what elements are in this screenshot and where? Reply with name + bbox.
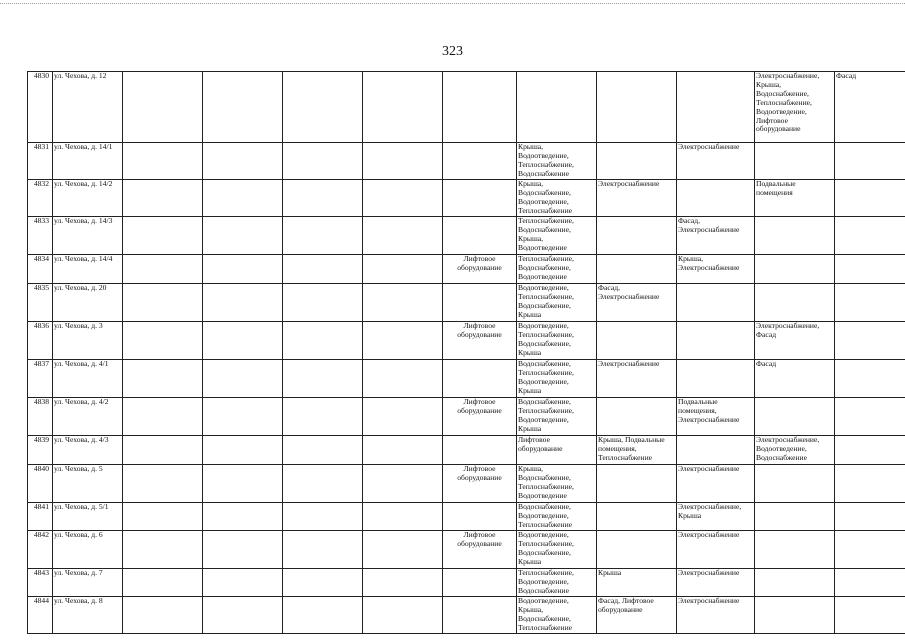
- works-cell: Лифтовое оборудование: [443, 322, 517, 360]
- works-cell: [677, 284, 755, 322]
- table-row: [28, 217, 905, 255]
- works-cell: [755, 284, 835, 322]
- table-row: [28, 180, 905, 217]
- address-cell: ул. Чехова, д. 6: [53, 531, 123, 569]
- row-number-cell: 4833: [28, 217, 53, 255]
- empty-cell: [203, 503, 283, 531]
- address-cell: ул. Чехова, д. 14/1: [53, 143, 123, 180]
- row-number-cell: 4831: [28, 143, 53, 180]
- works-cell: [443, 284, 517, 322]
- works-cell: Фасад, Лифтовое оборудование: [597, 597, 677, 634]
- row-number-cell: 4843: [28, 569, 53, 597]
- works-cell: [835, 255, 905, 284]
- works-cell: Электроснабжение: [597, 360, 677, 398]
- works-cell: [443, 180, 517, 217]
- works-cell: [835, 465, 905, 503]
- works-cell: [677, 180, 755, 217]
- empty-cell: [283, 322, 363, 360]
- works-cell: Крыша: [597, 569, 677, 597]
- works-cell: [755, 465, 835, 503]
- works-cell: Крыша, Водоотведение, Теплоснабжение, Водоснабжение: [517, 143, 597, 180]
- scan-artifact-line: [0, 3, 905, 4]
- works-cell: Электроснабжение: [677, 143, 755, 180]
- page-number: 323: [442, 44, 463, 59]
- works-cell: [597, 531, 677, 569]
- empty-cell: [283, 72, 363, 143]
- row-number-cell: 4842: [28, 531, 53, 569]
- works-cell: [597, 255, 677, 284]
- address-cell: ул. Чехова, д. 3: [53, 322, 123, 360]
- table-row: [28, 255, 905, 284]
- empty-cell: [283, 180, 363, 217]
- empty-cell: [363, 436, 443, 465]
- works-cell: Лифтовое оборудование: [443, 398, 517, 436]
- works-cell: [835, 284, 905, 322]
- empty-cell: [283, 597, 363, 634]
- empty-cell: [123, 465, 203, 503]
- works-cell: Лифтовое оборудование: [443, 255, 517, 284]
- row-number-cell: 4836: [28, 322, 53, 360]
- empty-cell: [123, 322, 203, 360]
- empty-cell: [363, 322, 443, 360]
- works-cell: [677, 322, 755, 360]
- works-cell: [835, 180, 905, 217]
- empty-cell: [283, 360, 363, 398]
- address-cell: ул. Чехова, д. 14/3: [53, 217, 123, 255]
- works-cell: [597, 465, 677, 503]
- empty-cell: [363, 597, 443, 634]
- works-cell: Фасад: [835, 72, 905, 143]
- works-cell: Электроснабжение: [677, 465, 755, 503]
- works-cell: [755, 531, 835, 569]
- works-cell: Теплоснабжение, Водоотведение, Водоснабжение: [517, 569, 597, 597]
- works-cell: [443, 436, 517, 465]
- address-cell: ул. Чехова, д. 7: [53, 569, 123, 597]
- works-cell: Водоснабжение, Теплоснабжение, Водоотведение, Крыша: [517, 360, 597, 398]
- empty-cell: [363, 72, 443, 143]
- empty-cell: [203, 217, 283, 255]
- empty-cell: [123, 597, 203, 634]
- address-cell: ул. Чехова, д. 5/1: [53, 503, 123, 531]
- works-cell: [755, 569, 835, 597]
- table-row: [28, 322, 905, 360]
- works-cell: Водоотведение, Крыша, Водоснабжение, Теплоснабжение: [517, 597, 597, 634]
- works-cell: Лифтовое оборудование: [517, 436, 597, 465]
- empty-cell: [123, 255, 203, 284]
- table-row: [28, 465, 905, 503]
- works-cell: Крыша, Водоснабжение, Теплоснабжение, Водоотведение: [517, 465, 597, 503]
- works-cell: [835, 436, 905, 465]
- works-cell: [755, 217, 835, 255]
- works-cell: Фасад: [755, 360, 835, 398]
- table-row: [28, 597, 905, 634]
- works-cell: [755, 255, 835, 284]
- address-cell: ул. Чехова, д. 8: [53, 597, 123, 634]
- works-cell: [443, 72, 517, 143]
- table-row: [28, 569, 905, 597]
- works-cell: [835, 531, 905, 569]
- works-cell: Теплоснабжение, Водоснабжение, Крыша, Водоотведение: [517, 217, 597, 255]
- empty-cell: [123, 436, 203, 465]
- empty-cell: [203, 569, 283, 597]
- empty-cell: [123, 180, 203, 217]
- row-number-cell: 4844: [28, 597, 53, 634]
- address-cell: ул. Чехова, д. 20: [53, 284, 123, 322]
- works-cell: Крыша, Электроснабжение: [677, 255, 755, 284]
- row-number-cell: 4841: [28, 503, 53, 531]
- works-cell: Крыша, Водоснабжение, Водоотведение, Теплоснабжение: [517, 180, 597, 217]
- works-cell: [835, 503, 905, 531]
- table-row: [28, 284, 905, 322]
- row-number-cell: 4840: [28, 465, 53, 503]
- works-cell: Электроснабжение: [677, 597, 755, 634]
- empty-cell: [203, 436, 283, 465]
- empty-cell: [123, 531, 203, 569]
- row-number-cell: 4839: [28, 436, 53, 465]
- works-cell: [443, 597, 517, 634]
- works-cell: Лифтовое оборудование: [443, 531, 517, 569]
- address-cell: ул. Чехова, д. 4/3: [53, 436, 123, 465]
- works-cell: [835, 360, 905, 398]
- empty-cell: [203, 465, 283, 503]
- row-number-cell: 4830: [28, 72, 53, 143]
- empty-cell: [203, 143, 283, 180]
- empty-cell: [283, 284, 363, 322]
- works-cell: Электроснабжение, Фасад: [755, 322, 835, 360]
- empty-cell: [203, 284, 283, 322]
- works-cell: [835, 217, 905, 255]
- works-cell: Подвальные помещения: [755, 180, 835, 217]
- works-cell: Лифтовое оборудование: [443, 465, 517, 503]
- works-cell: [597, 398, 677, 436]
- works-cell: Электроснабжение: [597, 180, 677, 217]
- empty-cell: [363, 360, 443, 398]
- empty-cell: [203, 398, 283, 436]
- empty-cell: [123, 284, 203, 322]
- works-cell: [835, 597, 905, 634]
- works-cell: [677, 72, 755, 143]
- works-cell: [755, 503, 835, 531]
- empty-cell: [123, 398, 203, 436]
- works-cell: [443, 503, 517, 531]
- empty-cell: [363, 180, 443, 217]
- works-cell: [597, 322, 677, 360]
- row-number-cell: 4832: [28, 180, 53, 217]
- empty-cell: [123, 360, 203, 398]
- empty-cell: [283, 436, 363, 465]
- empty-cell: [363, 217, 443, 255]
- works-cell: [677, 436, 755, 465]
- table-row: [28, 360, 905, 398]
- empty-cell: [363, 569, 443, 597]
- empty-cell: [283, 503, 363, 531]
- address-cell: ул. Чехова, д. 4/1: [53, 360, 123, 398]
- address-cell: ул. Чехова, д. 12: [53, 72, 123, 143]
- works-cell: Водоотведение, Теплоснабжение, Водоснабжение, Крыша: [517, 531, 597, 569]
- empty-cell: [123, 217, 203, 255]
- empty-cell: [123, 143, 203, 180]
- empty-cell: [363, 503, 443, 531]
- empty-cell: [283, 143, 363, 180]
- empty-cell: [123, 503, 203, 531]
- works-cell: Теплоснабжение, Водоснабжение, Водоотведение: [517, 255, 597, 284]
- works-cell: Крыша, Подвальные помещения, Теплоснабжение: [597, 436, 677, 465]
- table-row: [28, 436, 905, 465]
- works-cell: [835, 569, 905, 597]
- empty-cell: [363, 284, 443, 322]
- works-cell: [443, 217, 517, 255]
- empty-cell: [363, 143, 443, 180]
- works-cell: Электроснабжение: [677, 569, 755, 597]
- works-cell: Водоотведение, Теплоснабжение, Водоснабжение, Крыша: [517, 322, 597, 360]
- row-number-cell: 4838: [28, 398, 53, 436]
- works-cell: Электроснабжение: [677, 531, 755, 569]
- empty-cell: [283, 465, 363, 503]
- works-cell: Водоснабжение, Теплоснабжение, Водоотведение, Крыша: [517, 398, 597, 436]
- works-cell: Водоотведение, Теплоснабжение, Водоснабжение, Крыша: [517, 284, 597, 322]
- address-cell: ул. Чехова, д. 14/4: [53, 255, 123, 284]
- table-row: [28, 531, 905, 569]
- address-cell: ул. Чехова, д. 14/2: [53, 180, 123, 217]
- table-row: [28, 72, 905, 143]
- empty-cell: [363, 531, 443, 569]
- table-row: [28, 503, 905, 531]
- works-cell: Электроснабжение, Крыша, Водоснабжение, Теплоснабжение, Водоотведение, Лифтовое оборудование: [755, 72, 835, 143]
- works-cell: [755, 398, 835, 436]
- works-cell: [443, 569, 517, 597]
- works-cell: Электроснабжение, Водоотведение, Водоснабжение: [755, 436, 835, 465]
- empty-cell: [123, 72, 203, 143]
- works-cell: Фасад, Электроснабжение: [597, 284, 677, 322]
- empty-cell: [363, 465, 443, 503]
- table-row: [28, 143, 905, 180]
- works-cell: [755, 597, 835, 634]
- works-cell: Электроснабжение, Крыша: [677, 503, 755, 531]
- works-cell: [597, 217, 677, 255]
- row-number-cell: 4837: [28, 360, 53, 398]
- empty-cell: [363, 255, 443, 284]
- address-cell: ул. Чехова, д. 4/2: [53, 398, 123, 436]
- row-number-cell: 4835: [28, 284, 53, 322]
- works-cell: Подвальные помещения, Электроснабжение: [677, 398, 755, 436]
- row-number-cell: 4834: [28, 255, 53, 284]
- empty-cell: [363, 398, 443, 436]
- works-cell: [443, 360, 517, 398]
- works-cell: [835, 322, 905, 360]
- repair-schedule-table: [27, 71, 905, 634]
- works-cell: [755, 143, 835, 180]
- empty-cell: [203, 322, 283, 360]
- empty-cell: [203, 360, 283, 398]
- works-cell: [517, 72, 597, 143]
- works-cell: [835, 143, 905, 180]
- works-cell: [597, 72, 677, 143]
- empty-cell: [283, 398, 363, 436]
- empty-cell: [283, 255, 363, 284]
- empty-cell: [203, 72, 283, 143]
- works-cell: [835, 398, 905, 436]
- empty-cell: [203, 180, 283, 217]
- empty-cell: [283, 531, 363, 569]
- empty-cell: [203, 531, 283, 569]
- empty-cell: [123, 569, 203, 597]
- empty-cell: [203, 255, 283, 284]
- works-cell: [597, 143, 677, 180]
- works-cell: [443, 143, 517, 180]
- empty-cell: [203, 597, 283, 634]
- empty-cell: [283, 569, 363, 597]
- works-cell: Фасад, Электроснабжение: [677, 217, 755, 255]
- works-cell: [597, 503, 677, 531]
- works-cell: Водоснабжение, Водоотведение, Теплоснабжение: [517, 503, 597, 531]
- table-row: [28, 398, 905, 436]
- empty-cell: [283, 217, 363, 255]
- works-cell: [677, 360, 755, 398]
- address-cell: ул. Чехова, д. 5: [53, 465, 123, 503]
